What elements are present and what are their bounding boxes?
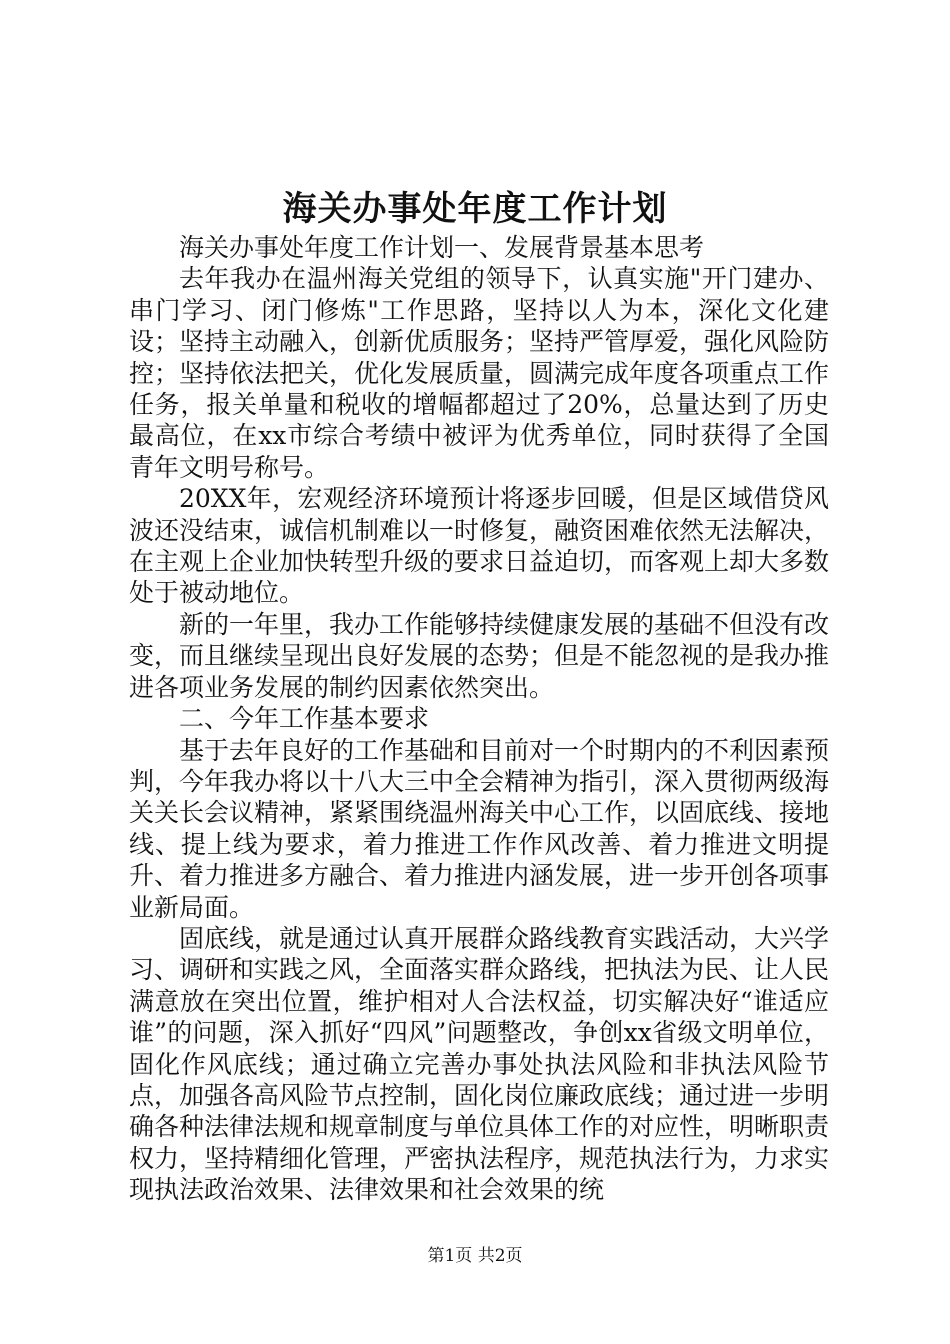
page-footer: 第1页 共2页 [427, 1246, 523, 1266]
document-title: 海关办事处年度工作计划 [282, 189, 668, 229]
paragraph-section-heading-2: 二、今年工作基本要求 [179, 704, 430, 734]
paragraph-last-year-summary: 去年我办在温州海关党组的领导下，认真实施"开门建办、串门学习、闭门修炼"工作思路，坚持以人为本，深化文化建设；坚持主动融入，创新优质服务；坚持严管厚爱，强化风险防控；坚持依法把关，优化发展质量，圆满完成年度各项重点工作任务，报关单量和税收的增幅都超过了20%，总量达到了历史最高位，在xx市综合考绩中被评为优秀单位，同时获得了全国青年文明号称号。 [129, 264, 830, 482]
paragraph-new-year-basis: 新的一年里，我办工作能够持续健康发展的基础不但没有改变，而且继续呈现出良好发展的态势；但是不能忽视的是我办推进各项业务发展的制约因素依然突出。 [129, 609, 830, 702]
paragraph-economic-outlook: 20XX年，宏观经济环境预计将逐步回暖，但是区域借贷风波还没结束，诚信机制难以一时修复，融资困难依然无法解决，在主观上企业加快转型升级的要求日益迫切，而客观上却大多数处于被动地位。 [129, 484, 830, 608]
document-body [129, 232, 829, 1206]
paragraph-work-requirements: 基于去年良好的工作基础和目前对一个时期内的不利因素预判，今年我办将以十八大三中全会精神为指引，深入贯彻两级海关关长会议精神，紧紧围绕温州海关中心工作，以固底线、接地线、提上线为要求，着力推进工作作风改善、着力推进文明提升、着力推进多方融合、着力推进内涵发展，进一步开创各项事业新局面。 [129, 735, 830, 922]
paragraph-solid-baseline: 固底线，就是通过认真开展群众路线教育实践活动，大兴学习、调研和实践之风，全面落实群众路线，把执法为民、让人民满意放在突出位置，维护相对人合法权益，切实解决好“谁适应谁”的问题，深入抓好“四风”问题整改，争创xx省级文明单位，固化作风底线；通过确立完善办事处执法风险和非执法风险节点，加强各高风险节点控制，固化岗位廉政底线；通过进一步明确各种法律法规和规章制度与单位具体工作的对应性，明晰职责权力，坚持精细化管理，严密执法程序，规范执法行为，力求实现执法政治效果、法律效果和社会效果的统 [129, 923, 830, 1205]
paragraph-section-heading-1: 海关办事处年度工作计划一、发展背景基本思考 [179, 233, 705, 262]
